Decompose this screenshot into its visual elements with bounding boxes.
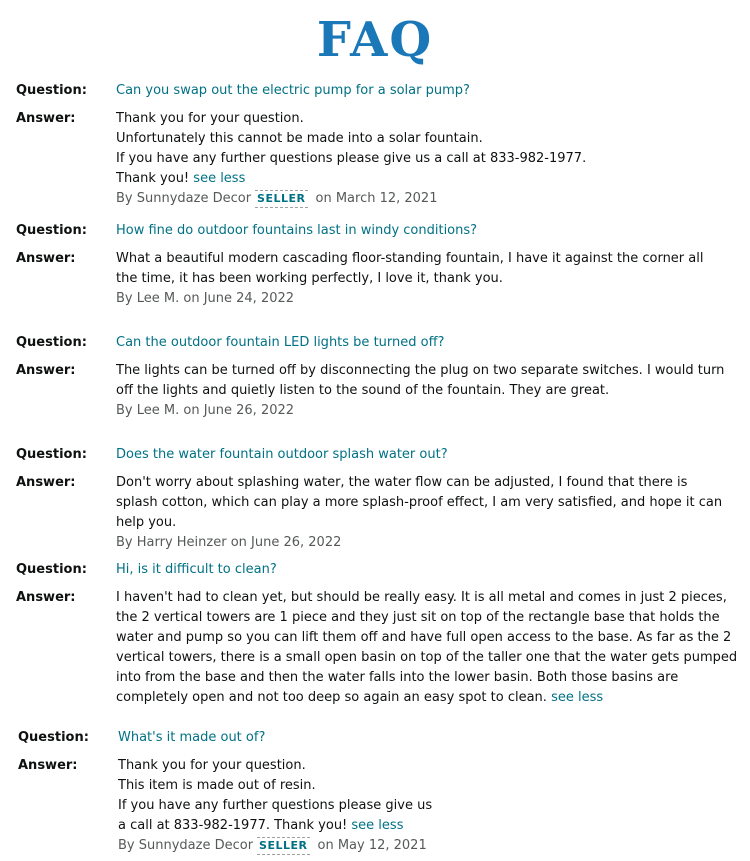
answer-byline: By Harry Heinzer on June 26, 2022 — [116, 535, 342, 550]
answer-label: Answer: — [16, 590, 76, 605]
question-link[interactable]: Can the outdoor fountain LED lights be turned off? — [116, 335, 445, 350]
answer-body: The lights can be turned off by disconnecting the plug on two separate switches. I would turn off the lights and quietly listen to the sound of the fountain. They are great. — [116, 363, 725, 398]
question-label: Question: — [16, 562, 87, 577]
seller-badge[interactable]: SELLER — [257, 837, 309, 855]
answer-line-text: Thank you! — [116, 171, 190, 186]
answer-label: Answer: — [16, 111, 76, 126]
answer-date: on March 12, 2021 — [315, 191, 438, 206]
question-label: Question: — [16, 447, 87, 462]
answer-line: Thank you for your question. — [116, 111, 304, 126]
question-label: Question: — [18, 730, 89, 745]
answer-text — [116, 109, 738, 209]
answer-label: Answer: — [16, 251, 76, 266]
faq-title: FAQ — [316, 12, 434, 68]
see-less-link[interactable]: see less — [193, 171, 246, 186]
answer-byline — [118, 836, 740, 856]
answer-line: Unfortunately this cannot be made into a solar fountain. — [116, 131, 483, 146]
question-link[interactable]: Does the water fountain outdoor splash water out? — [116, 447, 448, 462]
answer-text — [118, 756, 740, 856]
answer-body: Don't worry about splashing water, the water flow can be adjusted, I found that there is splash cotton, which can play a more splash-proof effect, I am very satisfied, and hope it can help you. — [116, 475, 723, 530]
answer-label: Answer: — [16, 363, 76, 378]
answer-line-last — [116, 169, 738, 189]
answer-line: This item is made out of resin. — [118, 778, 316, 793]
author-name: By Sunnydaze Decor — [118, 838, 254, 853]
answer-body: I haven't had to clean yet, but should be really easy. It is all metal and comes in just 2 pieces, the 2 vertical towers are 1 piece and they just sit on top of the rectangle base that holds the water and pump so you can lift them off and have full open access to the base. As far as the 2 vertical towers, there is a small open basin on top of the taller one that the water gets pumped into from the base and then the water falls into the lower basin. Both those basins are completely open and not too deep so again an easy spot to clean. — [116, 590, 738, 705]
answer-line: If you have any further questions please give us — [118, 798, 433, 813]
seller-badge[interactable]: SELLER — [255, 190, 307, 208]
answer-byline: By Lee M. on June 24, 2022 — [116, 291, 295, 306]
question-link[interactable]: Can you swap out the electric pump for a solar pump? — [116, 83, 470, 98]
see-less-link[interactable]: see less — [551, 690, 604, 705]
question-link[interactable]: Hi, is it difficult to clean? — [116, 562, 277, 577]
question-label: Question: — [16, 223, 87, 238]
answer-byline — [116, 189, 738, 209]
answer-text — [116, 473, 732, 553]
answer-byline: By Lee M. on June 26, 2022 — [116, 403, 295, 418]
answer-text — [116, 588, 740, 708]
question-link[interactable]: How fine do outdoor fountains last in windy conditions? — [116, 223, 478, 238]
answer-line: If you have any further questions please give us a call at 833-982-1977. — [116, 151, 587, 166]
see-less-link[interactable]: see less — [351, 818, 404, 833]
answer-body: What a beautiful modern cascading floor-standing fountain, I have it against the corner all the time, it has been working perfectly, I love it, thank you. — [116, 251, 704, 286]
answer-label: Answer: — [18, 758, 78, 773]
answer-line: Thank you for your question. — [118, 758, 306, 773]
answer-line-text: a call at 833-982-1977. Thank you! — [118, 818, 348, 833]
answer-text — [116, 249, 726, 309]
answer-line-last — [118, 816, 740, 836]
author-name: By Sunnydaze Decor — [116, 191, 252, 206]
answer-date: on May 12, 2021 — [317, 838, 427, 853]
question-link[interactable]: What's it made out of? — [118, 730, 266, 745]
question-label: Question: — [16, 83, 87, 98]
answer-text — [116, 361, 736, 421]
answer-label: Answer: — [16, 475, 76, 490]
question-label: Question: — [16, 335, 87, 350]
